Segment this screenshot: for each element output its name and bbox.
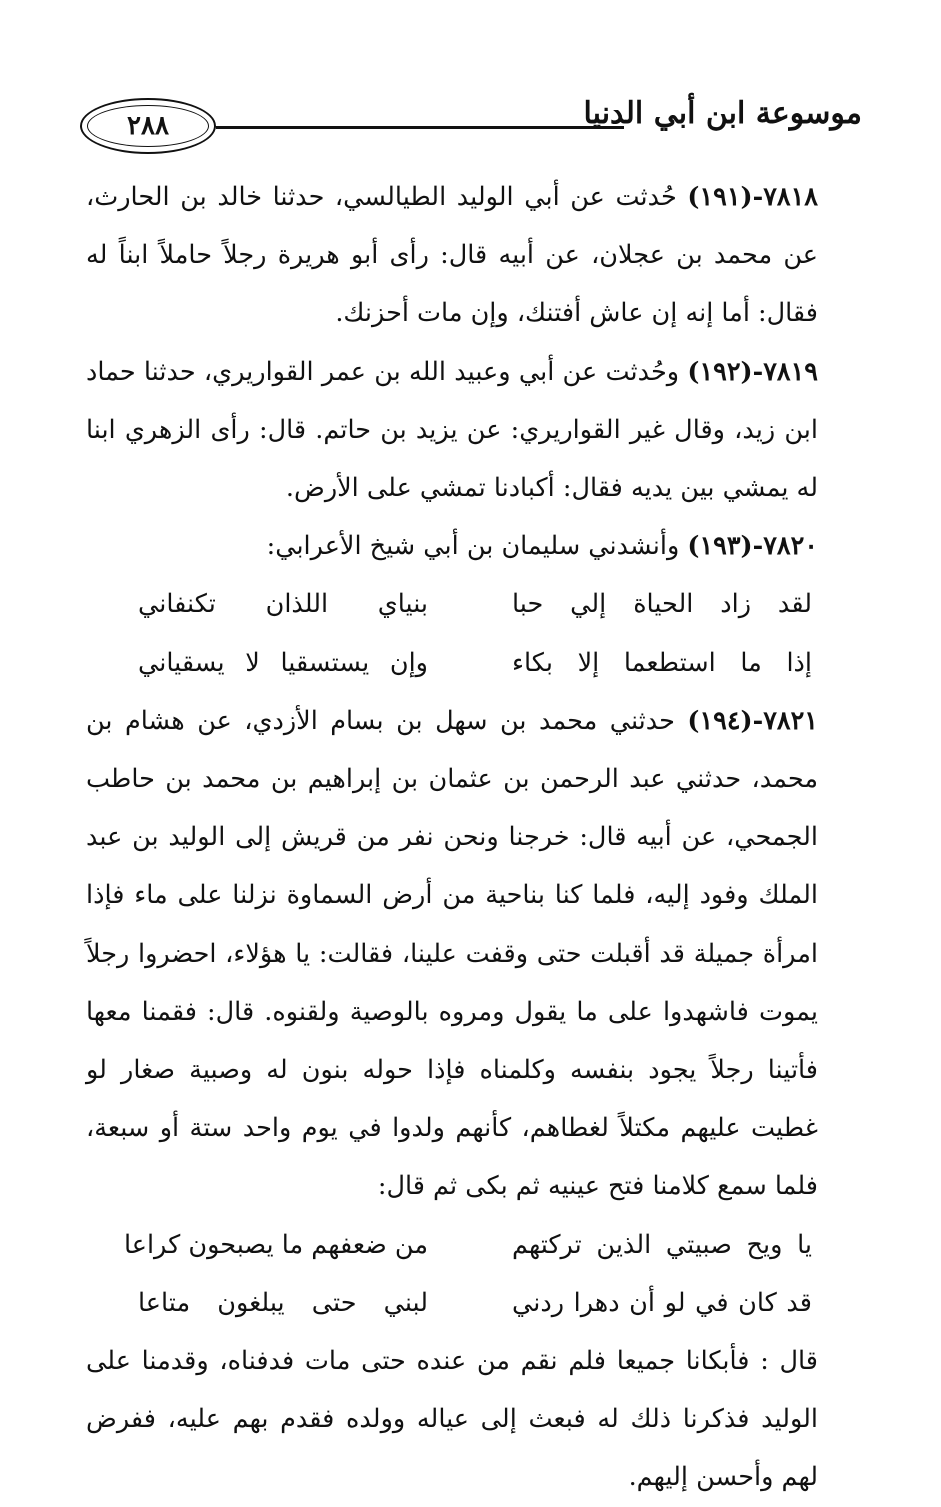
- entry-7819: [86, 343, 818, 518]
- entry-text: وأنشدني سليمان بن أبي شيخ الأعرابي:: [266, 531, 688, 562]
- entry-7820: [86, 517, 818, 575]
- entry-7821: [86, 692, 818, 1216]
- entry-text: وحُدثت عن أبي وعبيد الله بن عمر القواريري، حدثنا حماد ابن زيد، وقال غير القواريري: عن يزيد بن حاتم. قال: رأى الزهري ابنا له يمشي بين يديه فقال: أكبادنا تمشي على الأرض.: [86, 356, 818, 504]
- entry-number: ٧٨٢٠-(١٩٣): [687, 531, 818, 562]
- verse-line: [86, 1216, 818, 1274]
- verse-line: [86, 1274, 818, 1332]
- verse-second-hemistich: بنياي اللذان تكنفاني: [138, 589, 428, 620]
- page-header: [80, 92, 862, 160]
- verse-second-hemistich: من ضعفهم ما يصبحون كراعا: [123, 1229, 428, 1260]
- closing-paragraph: قال : فأبكانا جميعا فلم نقم من عنده حتى مات فدفناه، وقدمنا على الوليد فذكرنا ذلك له فبعث إلى عياله وولده فقدم بهم عليه، ففرض لهم وأحسن إليهم.: [86, 1346, 818, 1493]
- verse-second-hemistich: وإن يستسقيا لا يسقياني: [138, 647, 428, 678]
- entry-number: ٧٨١٨-(١٩١): [687, 182, 818, 212]
- verse-line: [86, 634, 818, 692]
- page-number-oval: [80, 98, 216, 154]
- book-title: موسوعة ابن أبي الدنيا: [583, 96, 862, 131]
- entry-text: حُدثت عن أبي الوليد الطيالسي، حدثنا خالد بن الحارث، عن محمد بن عجلان، عن أبيه قال: رأى أبو هريرة رجلاً حاملاً ابناً له فقال: أما إنه إن عاش أفتنك، وإن مات أحزنك.: [86, 182, 818, 329]
- header-rule: [216, 126, 624, 129]
- verse-first-hemistich: إذا ما استطعما إلا بكاء: [512, 647, 812, 678]
- verse-first-hemistich: قد كان في لو أن دهرا ردني: [512, 1287, 812, 1318]
- verse-line: [86, 575, 818, 633]
- verse-first-hemistich: يا ويح صبيتي الذين تركتهم: [512, 1229, 812, 1260]
- entry-number: ٧٨٢١-(١٩٤): [687, 705, 818, 736]
- entry-7818: [86, 168, 818, 343]
- entry-text: حدثني محمد بن سهل بن بسام الأزدي، عن هشام بن محمد، حدثني عبد الرحمن بن عثمان بن إبراهيم بن محمد بن حاطب الجمحي، عن أبيه قال: خرجنا ونحن نفر من قريش إلى الوليد بن عبد الملك وفود إليه، فلما كنا بناحية من أرض السماوة نزلنا على ماء فإذا امرأة جميلة قد أقبلت حتى وقفت علينا، فقالت: يا هؤلاء، احضروا رجلاً يموت فاشهدوا على ما يقول ومروه بالوصية ولقنوه. قال: فقمنا معها فأتينا رجلاً يجود بنفسه وكلمناه فإذا حوله بنون له وصبية صغار لو غطيت عليهم مكتلاً لغطاهم، كأنهم ولدوا في يوم واحد ستة أو سبعة، فلما سمع كلامنا فتح عينيه ثم بكى ثم قال:: [86, 705, 818, 1202]
- entry-number: ٧٨١٩-(١٩٢): [687, 356, 818, 387]
- page-content: [86, 168, 818, 1507]
- verse-second-hemistich: لبني حتى يبلغون متاعا: [138, 1287, 428, 1318]
- verse-first-hemistich: لقد زاد الحياة إلي حبا: [512, 589, 812, 620]
- page-number: ٢٨٨: [127, 111, 169, 141]
